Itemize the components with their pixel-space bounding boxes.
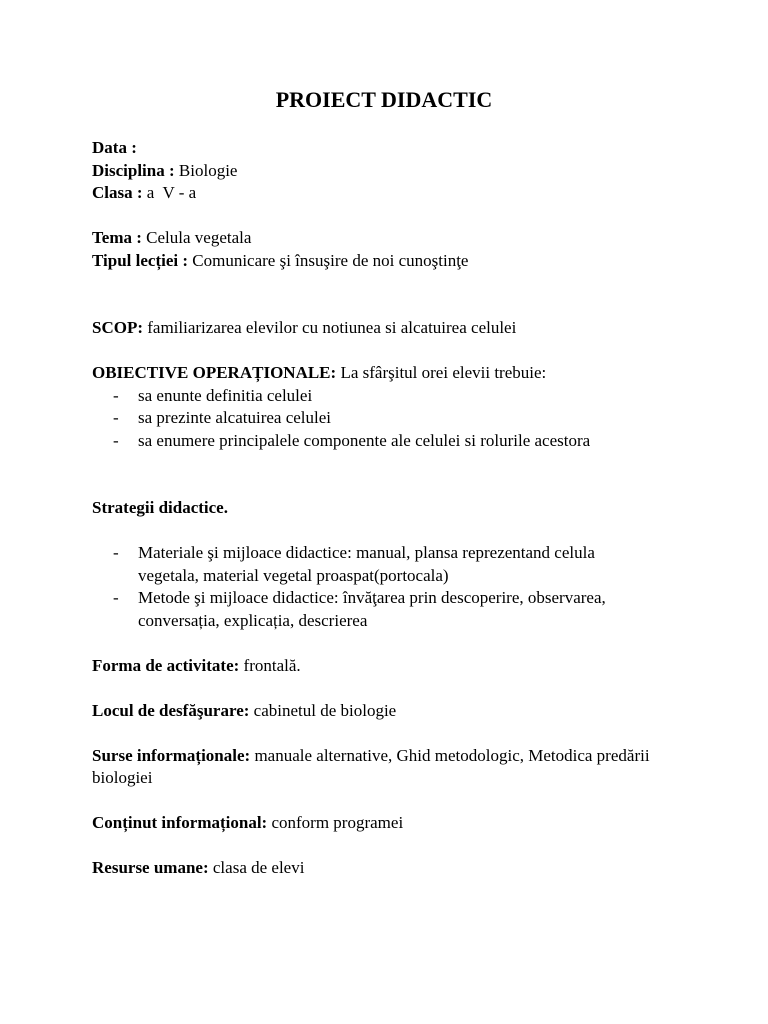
tipul-value: Comunicare şi însuşire de noi cunoştinţe (192, 250, 469, 270)
disciplina-line (92, 160, 692, 183)
data-label: Data : (92, 138, 137, 157)
document-body (92, 137, 692, 880)
list-item-text: sa prezinte alcatuirea celulei (138, 408, 332, 427)
list-item-text: Materiale şi mijloace didactice: manual, plansa reprezentand celula vegetala, material vegetal proaspat(portocala) (138, 543, 595, 585)
locul-label: Locul de desfăşurare: (92, 700, 250, 720)
strategii-label: Strategii didactice. (92, 498, 228, 517)
continut-line (92, 812, 692, 835)
tema-value: Celula vegetala (146, 228, 252, 247)
list-dash: - (113, 408, 119, 427)
list-item (92, 587, 618, 632)
list-item (92, 542, 648, 587)
forma-value: frontală. (243, 655, 301, 675)
tema-label: Tema : (92, 228, 142, 247)
list-item-text: Metode şi mijloace didactice: învăţarea prin descoperire, observarea, conversația, explicația, descrierea (138, 588, 606, 630)
locul-value: cabinetul de biologie (253, 700, 397, 720)
surse-line (92, 745, 652, 790)
obiective-value: La sfârşitul orei elevii trebuie: (340, 363, 547, 382)
list-dash: - (113, 385, 119, 405)
list-dash: - (113, 588, 119, 607)
clasa-value: a V - a (146, 183, 197, 202)
resurse-value: clasa de elevi (212, 858, 305, 877)
list-item (92, 407, 692, 430)
clasa-line (92, 182, 692, 205)
continut-value: conform programei (271, 813, 404, 832)
list-item-text: sa enunte definitia celulei (138, 385, 313, 405)
list-item (92, 430, 618, 453)
obiective-line (92, 362, 692, 385)
surse-label: Surse informaționale: (92, 745, 251, 765)
scop-value: familiarizarea elevilor cu notiunea si alcatuirea celulei (147, 318, 517, 337)
list-dash: - (113, 430, 119, 450)
strategii-line (92, 497, 692, 520)
disciplina-value: Biologie (178, 160, 238, 180)
resurse-label: Resurse umane: (92, 858, 209, 877)
forma-label: Forma de activitate: (92, 655, 240, 675)
resurse-line (92, 857, 692, 880)
tema-line (92, 227, 692, 250)
locul-line (92, 700, 692, 723)
strategii-list (92, 542, 692, 632)
scop-line (92, 317, 692, 340)
obiective-label: OBIECTIVE OPERAȚIONALE: (92, 363, 337, 382)
surse-value: manuale alternative, Ghid metodologic, Metodica predării biologiei (92, 745, 650, 787)
list-dash: - (113, 543, 119, 562)
tipul-label: Tipul lecției : (92, 250, 189, 270)
list-item (92, 385, 692, 408)
forma-line (92, 655, 692, 678)
scop-label: SCOP: (92, 318, 143, 337)
clasa-label: Clasa : (92, 183, 143, 202)
tipul-line (92, 250, 692, 273)
continut-label: Conținut informațional: (92, 813, 268, 832)
disciplina-label: Disciplina : (92, 160, 175, 180)
data-line (92, 137, 692, 160)
document-title: PROIECT DIDACTIC (275, 87, 493, 112)
obiective-list (92, 385, 692, 453)
list-item-text: sa enumere principalele componente ale celulei si rolurile acestora (138, 430, 591, 450)
